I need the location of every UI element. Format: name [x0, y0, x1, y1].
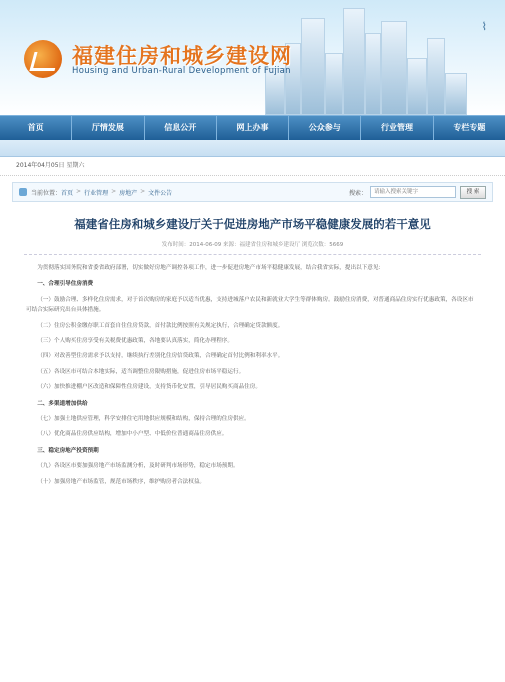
breadcrumb-separator: >: [111, 187, 117, 195]
search-label: 搜索：: [348, 189, 367, 197]
breadcrumb-separator: >: [140, 187, 146, 195]
breadcrumb-realestate[interactable]: 房地产: [119, 189, 138, 197]
site-title: 福建住房和城乡建设网: [72, 43, 292, 68]
breadcrumb-industry[interactable]: 行业管理: [84, 189, 109, 197]
article-paragraph: （十）加强房地产市场监管，规范市场秩序，维护购房者合法权益。: [37, 478, 206, 485]
article-paragraph: （六）加快推进棚户区改造和保障性住房建设，支持货币化安置，引导居民购买商品住房。: [37, 384, 261, 391]
location-icon: [19, 188, 27, 196]
nav-home[interactable]: 首页: [0, 116, 72, 140]
article-meta: 发布时间：2014-06-09 来源：福建省住房和城乡建设厅 浏览次数：5669: [24, 240, 481, 255]
site-header: [0, 0, 505, 115]
city-skyline-image: [265, 5, 465, 115]
article-paragraph: （五）各设区市可结合本地实际，适当调整住房限购措施，促进住房市场平稳运行。: [37, 368, 245, 375]
bird-icon: ⌇: [481, 20, 487, 33]
main-nav: [0, 115, 505, 140]
date-display: 2014年04月05日 星期六: [0, 157, 505, 176]
nav-special-topics[interactable]: 专栏专题: [453, 123, 486, 132]
breadcrumb-home[interactable]: 首页: [61, 189, 74, 197]
site-subtitle: Housing and Urban-Rural Development of Fujian: [72, 66, 291, 76]
breadcrumb-label: 当前位置：: [31, 189, 62, 197]
nav-disclosure[interactable]: 信息公开: [145, 116, 217, 140]
section-heading: 三、稳定房地产投资预期: [37, 447, 99, 454]
section-heading: 二、多渠道增加供给: [37, 400, 88, 407]
search-input[interactable]: [370, 186, 456, 198]
logo-icon: [24, 40, 62, 78]
breadcrumb: [12, 182, 493, 202]
breadcrumb-separator: >: [76, 187, 82, 195]
nav-development[interactable]: 厅情发展: [72, 116, 144, 140]
breadcrumb-notices[interactable]: 文件公告: [148, 189, 173, 197]
article-paragraph: （七）加强土地供应管理，科学安排住宅用地供应规模和结构，保持合理的住房供应。: [37, 416, 250, 423]
article-paragraph: （九）各设区市要加强房地产市场监测分析，及时研判市场形势，稳定市场预期。: [37, 463, 239, 470]
article-paragraph: （四）对改善型住房需求予以支持，继续执行差别化住房信贷政策，合理确定首付比例和利率水平。: [37, 353, 284, 360]
nav-industry[interactable]: 行业管理: [361, 116, 433, 140]
article-paragraph: （一）鼓励合理、多样化住房需求，对于首次购房的家庭予以适当优惠，支持进城落户农民和新就业大学生等群体购房。鼓励住房消费，对普通商品住房实行优惠政策，各设区市可结合实际研究出台具体措施。: [26, 296, 474, 314]
section-heading: 一、合理引导住房消费: [37, 281, 94, 288]
article-paragraph: （三）个人购买住房享受有关税费优惠政策，各地要认真落实，简化办理程序。: [37, 338, 233, 345]
nav-online-service[interactable]: 网上办事: [217, 116, 289, 140]
search-button[interactable]: 搜 索: [460, 186, 486, 199]
article-body: [26, 263, 479, 487]
article-title: 福建省住房和城乡建设厅关于促进房地产市场平稳健康发展的若干意见: [74, 217, 431, 231]
article-paragraph: （八）优化商品住房供应结构，增加中小户型、中低价位普通商品住房供应。: [37, 431, 228, 438]
nav-participation[interactable]: 公众参与: [289, 116, 361, 140]
article-paragraph: （二）住房公积金缴存职工首套自住住房贷款，首付款比例按照有关规定执行，合理确定贷款额度。: [37, 322, 284, 329]
article-paragraph: 为贯彻落实国务院和省委省政府部署，切实做好房地产调控各项工作，进一步促进房地产市场平稳健康发展，结合我省实际，提出以下意见：: [37, 265, 385, 271]
sub-nav-bar: [0, 140, 505, 157]
